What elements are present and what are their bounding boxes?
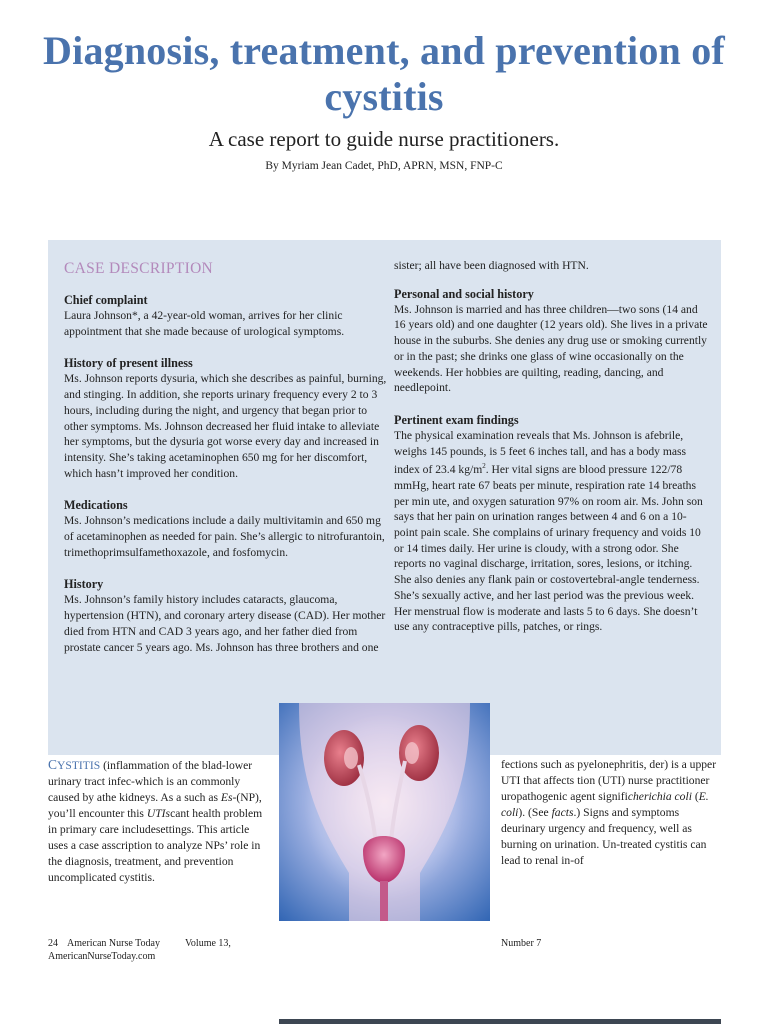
medications-heading: Medications bbox=[64, 498, 128, 513]
history-text: Ms. Johnson’s family history includes cataracts, glaucoma, hypertension (HTN), and coronary artery disease (CAD). Her mother died from HTN and CAD 3 years ago, and her father died from prostate cancer 5 years ago. Ms. Johnson has three brothers and one bbox=[64, 593, 386, 654]
chief-complaint-text: Laura Johnson*, a 42-year-old woman, arrives for her clinic appointment that she made because of urological symptoms. bbox=[64, 309, 345, 338]
article-subtitle: A case report to guide nurse practitioners. bbox=[208, 127, 560, 151]
body-text-right: fections such as pyelonephritis, der) is a upper UTI that affects tion (UTI) nurse practitioner uropathogenic agent significherichia coli (E. coli). (See facts.) Signs and symptoms deurinary urgency and frequency, well as burning on urination. Un-treated cystitis can lead to renal in-of bbox=[501, 758, 717, 867]
body-text-left: CYSTITIS (inflammation of the blad-lower urinary tract infec-which is an commonly caused by athe kidneys. As a such as Es-(NP), you’ll encounter this UTIscant health problem in primary care includesettings. This article uses a case asscription to analyze NPs’ role in the diagnosis, treatment, and prevention uncomplicated cystitis. bbox=[48, 757, 263, 884]
case-description-heading: CASE DESCRIPTION bbox=[64, 260, 214, 277]
drop-cap: C bbox=[48, 757, 58, 772]
footer-number: Number 7 bbox=[501, 938, 542, 949]
history-heading: History bbox=[64, 577, 104, 592]
lead-word: YSTITIS bbox=[57, 759, 101, 772]
present-illness-heading: History of present illness bbox=[64, 356, 193, 371]
case-column-left bbox=[64, 258, 389, 671]
medications-text: Ms. Johnson’s medications include a daily multivitamin and 650 mg of acetaminophen as needed for pain. She’s allergic to nitrofurantoin, trimethoprimsulfamethoxazole, and fosfomycin. bbox=[64, 514, 385, 559]
footer-magazine: American Nurse Today bbox=[67, 938, 160, 949]
personal-social-heading: Personal and social history bbox=[394, 286, 534, 301]
footer-website: AmericanNurseToday.com bbox=[48, 951, 156, 962]
article-title: Diagnosis, treatment, and prevention of cystitis bbox=[43, 28, 725, 119]
present-illness-text: Ms. Johnson reports dysuria, which she describes as painful, burning, and stinging. In addition, she reports urinary frequency every 2 to 3 hours, including during the night, and urgency that began prior to other symptoms. Ms. Johnson decreased her fluid intake to alleviate her symptoms, but the dysuria got worse every day and increased in intensity. She’s taking acetaminophen 650 mg for her discomfort, which hasn’t improved her condition. bbox=[64, 372, 387, 480]
personal-social-text: Ms. Johnson is married and has three children—two sons (14 and 16 years old) and one daughter (12 years old). She lives in a private house in the suburbs. She denies any drug use or smoking currently or in the past; she drinks one glass of wine occasionally on the weekends. Her hobbies are quilting, reading, dancing, and needlepoint. bbox=[394, 302, 708, 395]
footer-volume: Volume 13, bbox=[185, 938, 231, 949]
bottom-divider-bar bbox=[279, 1019, 721, 1024]
byline: By Myriam Jean Cadet, PhD, APRN, MSN, FNP-C bbox=[265, 160, 503, 172]
exam-findings-text: The physical examination reveals that Ms. Johnson is afebrile, weighs 145 pounds, is 5 feet 6 inches tall, and has a body mass index of 23.4 $kg/m^2$. Her vital signs are blood pressure 122/78 mmHg, heart rate 67 beats per minute, respiration rate 14 breaths per min ute, and oxygen saturation 97% on room air. Ms. John son says that her pain on urination ranges between 4 and 6 on a 10-point pain scale. She complains of urinary frequency and voids 10 or 14 times daily. Her urine is cloudy, with a strong odor. She reports no vaginal discharge, irritation, sores, lesions, or itching. She also denies any flank pain or costovertebral-angle tenderness. She’s sexually active, and her last period was the previous week. Her menstrual flow is moderate and lasts 5 to 6 days. She doesn’t use any contraceptive pills, patches, or rings. bbox=[394, 428, 703, 634]
case-column-right bbox=[394, 258, 710, 651]
exam-findings-heading: Pertinent exam findings bbox=[394, 412, 519, 427]
urinary-tract-illustration bbox=[279, 703, 490, 921]
history-continued-text: sister; all have been diagnosed with HTN. bbox=[394, 259, 589, 272]
chief-complaint-heading: Chief complaint bbox=[64, 293, 148, 307]
footer-page-number: 24 bbox=[48, 938, 58, 949]
